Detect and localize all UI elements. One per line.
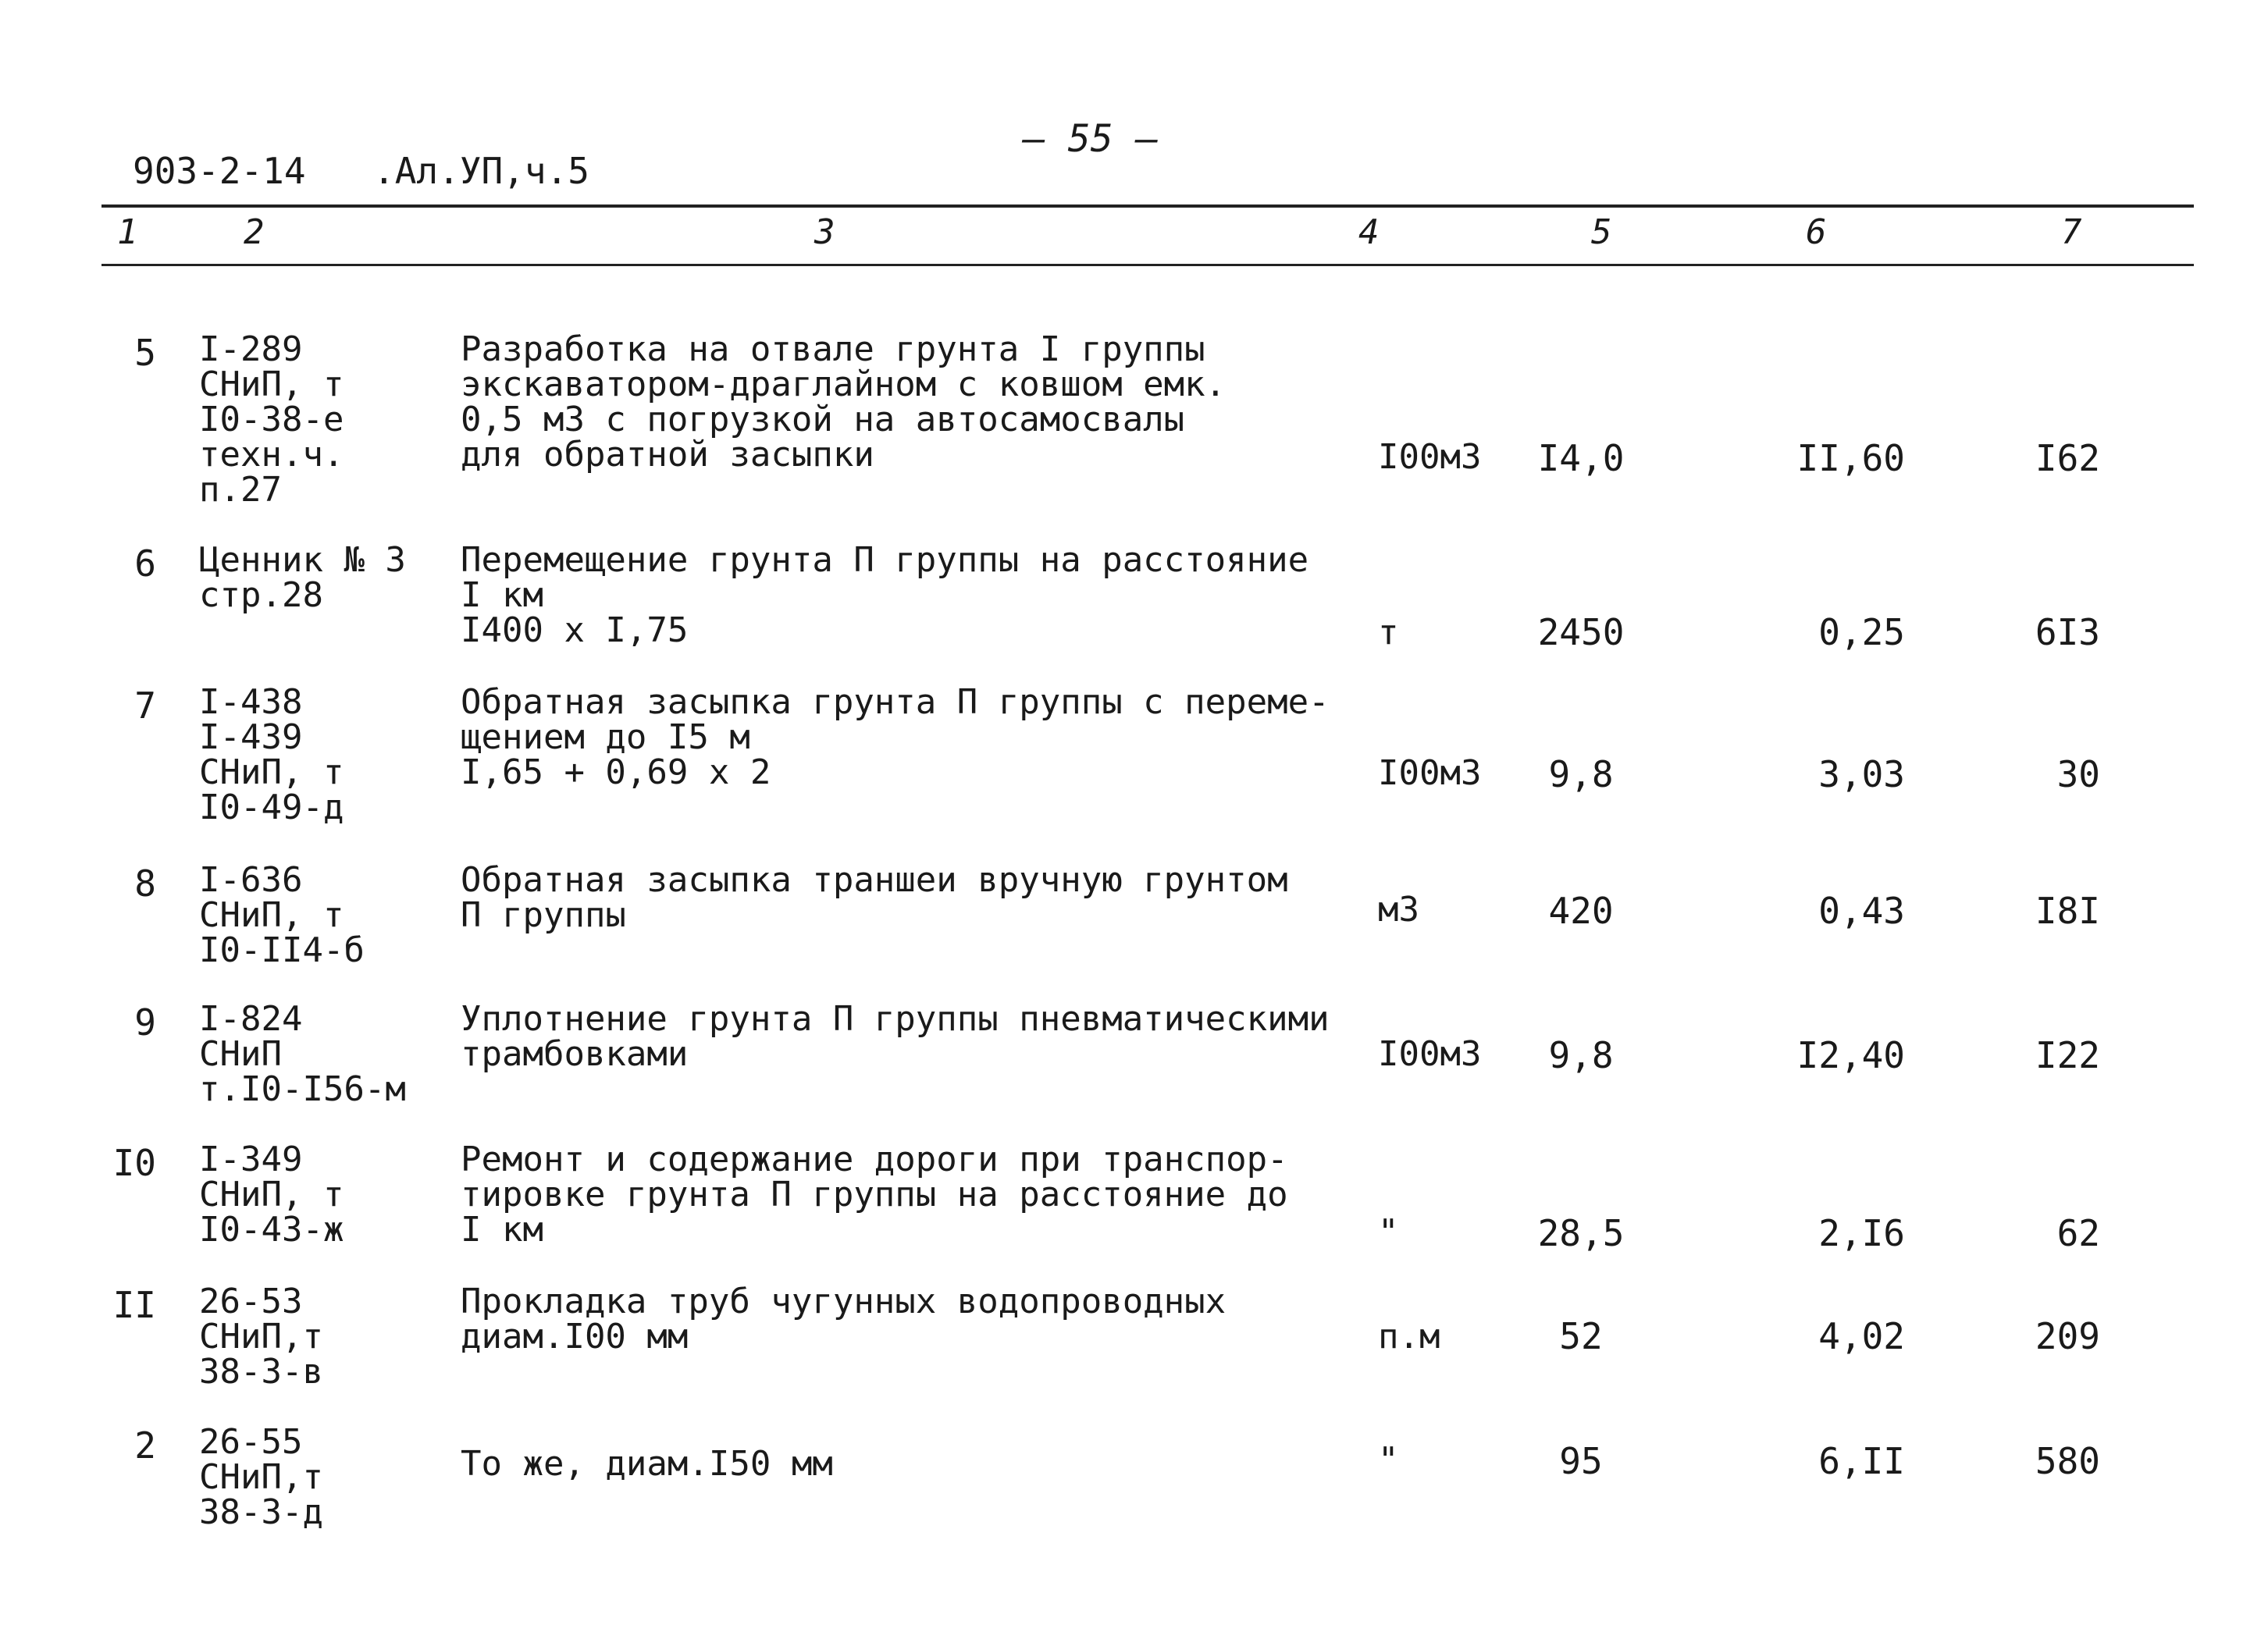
table-header-rule — [101, 264, 2194, 266]
row-number: I0 — [112, 1142, 156, 1184]
work-description: То же, диам.I50 мм — [461, 1444, 833, 1484]
work-description: Уплотнение грунта П группы пневматическими трамбовками — [461, 999, 1330, 1074]
norm-reference: 26-53 СНиП,т 38-3-в — [199, 1282, 323, 1392]
row-number: 7 — [134, 685, 156, 727]
row-number: II — [112, 1284, 156, 1326]
norm-reference: I-824 СНиП т.I0-I56-м — [199, 999, 406, 1109]
unit: " — [1378, 1212, 1399, 1252]
quantity: 28,5 — [1537, 1212, 1625, 1254]
column-header-2: 2 — [244, 212, 265, 252]
row-number: 9 — [134, 1001, 156, 1044]
quantity: I4,0 — [1537, 437, 1625, 479]
total-cost: 6I3 — [2035, 611, 2100, 653]
quantity: 95 — [1559, 1440, 1603, 1482]
quantity: 9,8 — [1548, 753, 1614, 795]
work-description: Обратная засыпка траншеи вручную грунтом П группы — [461, 860, 1288, 935]
unit: " — [1378, 1440, 1399, 1480]
row-number: 6 — [134, 542, 156, 585]
unit-price: 6,II — [1818, 1440, 1905, 1482]
row-number: 5 — [134, 332, 156, 374]
document-code: 903-2-14 — [133, 150, 306, 192]
unit-price: 0,43 — [1818, 890, 1905, 932]
document-part: .Ал.УП,ч.5 — [373, 150, 589, 192]
norm-reference: I-289 СНиП, т I0-38-е техн.ч. п.27 — [199, 329, 344, 510]
unit: I00м3 — [1378, 437, 1482, 477]
unit: п.м — [1378, 1317, 1440, 1357]
unit: м3 — [1378, 890, 1419, 930]
norm-reference: I-349 СНиП, т I0-43-ж — [199, 1140, 344, 1250]
total-cost: I22 — [2035, 1034, 2100, 1076]
row-number: 8 — [134, 862, 156, 905]
norm-reference: Ценник № 3 стр.28 — [199, 540, 406, 615]
quantity: 2450 — [1537, 611, 1625, 653]
column-header-3: 3 — [814, 212, 835, 252]
unit: I00м3 — [1378, 1034, 1482, 1074]
column-header-1: 1 — [117, 212, 138, 252]
norm-reference: I-438 I-439 СНиП, т I0-49-д — [199, 682, 344, 827]
unit-price: II,60 — [1796, 437, 1905, 479]
total-cost: I62 — [2035, 437, 2100, 479]
norm-reference: I-636 СНиП, т I0-II4-б — [199, 860, 365, 970]
table-top-rule — [101, 204, 2194, 208]
total-cost: 580 — [2035, 1440, 2100, 1482]
total-cost: 209 — [2035, 1315, 2100, 1357]
total-cost: I8I — [2035, 890, 2100, 932]
page-number: — 55 — — [1023, 117, 1159, 161]
unit: I00м3 — [1378, 753, 1482, 793]
column-header-5: 5 — [1591, 212, 1612, 252]
row-number: 2 — [134, 1424, 156, 1467]
column-header-4: 4 — [1358, 212, 1380, 252]
unit-price: 4,02 — [1818, 1315, 1905, 1357]
unit-price: 3,03 — [1818, 753, 1905, 795]
total-cost: 62 — [2056, 1212, 2100, 1254]
column-header-7: 7 — [2061, 212, 2082, 252]
unit-price: 2,I6 — [1818, 1212, 1905, 1254]
unit-price: I2,40 — [1796, 1034, 1905, 1076]
quantity: 9,8 — [1548, 1034, 1614, 1076]
work-description: Обратная засыпка грунта П группы с переме- щением до I5 м I,65 + 0,69 х 2 — [461, 682, 1330, 792]
quantity: 420 — [1548, 890, 1614, 932]
norm-reference: 26-55 СНиП,т 38-3-д — [199, 1422, 323, 1532]
unit: т — [1378, 613, 1399, 653]
column-header-6: 6 — [1806, 212, 1827, 252]
work-description: Ремонт и содержание дороги при транспор- тировке грунта П группы на расстояние до I км — [461, 1140, 1288, 1250]
work-description: Перемещение грунта П группы на расстояние I км I400 х I,75 — [461, 540, 1309, 650]
total-cost: 30 — [2056, 753, 2100, 795]
work-description: Разработка на отвале грунта I группы экскаватором-драглайном с ковшом емк. 0,5 м3 с погрузкой на автосамосвалы для обратной засыпки — [461, 329, 1227, 475]
quantity: 52 — [1559, 1315, 1603, 1357]
work-description: Прокладка труб чугунных водопроводных диам.I00 мм — [461, 1282, 1227, 1357]
unit-price: 0,25 — [1818, 611, 1905, 653]
